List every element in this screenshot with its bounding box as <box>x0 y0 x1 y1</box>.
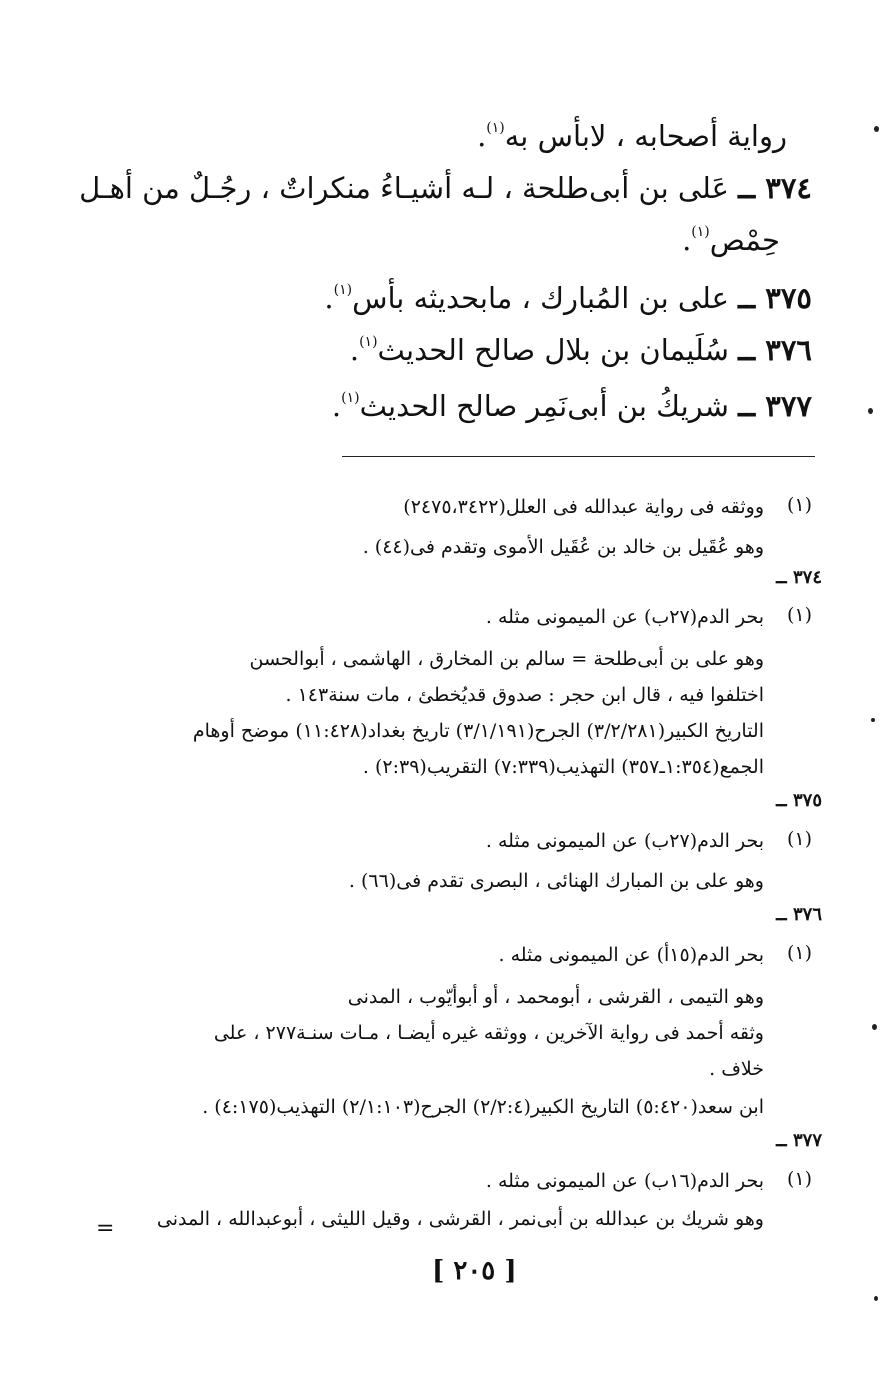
scan-speck <box>872 1024 877 1030</box>
footnote-line: وهو على بن أبى‌طلحة = سالم بن المخارق ، الهاشمى ، أبوالحسن <box>249 648 764 670</box>
scan-speck <box>874 126 879 132</box>
continuation-mark: = <box>96 1216 115 1241</box>
footnote-line: بحر الدم(٢٧ب) عن الميمونى مثله . <box>485 606 764 628</box>
footnote-line: بحر الدم(١٥أ) عن الميمونى مثله . <box>498 944 764 966</box>
footnote-line: الجمع(١:٣٥٤ـ٣٥٧) التهذيب(٧:٣٣٩) التقريب(٢:٣٩) . <box>362 756 764 778</box>
footnote-marker: (١) <box>786 604 812 626</box>
entry-continuation: رواية أصحابه ، لابأس به$^{(١)}$. <box>477 119 787 153</box>
footnote-marker: (١) <box>786 942 812 964</box>
footnote-line: وهو التيمى ، القرشى ، أبومحمد ، أو أبوأيّوب ، المدنى <box>347 986 764 1008</box>
footnote-line: ووثقه فى رواية عبدالله فى العلل(٢٤٧٥،٣٤٢٢) <box>403 496 764 518</box>
main-text <box>79 0 812 460</box>
entry-number: ٣٧٤ ــ <box>738 171 812 205</box>
footnote-line: وثقه أحمد فى رواية الآخرين ، ووثقه غيره أيضـا ، مـات سنـة٢٧٧ ، على <box>213 1022 764 1044</box>
footnote-section-374: ٣٧٤ ــ <box>776 567 822 588</box>
entry-376: ٣٧٦ ــ سُلَيمان بن بلال صالح الحديث$^{(١)}$. <box>349 333 812 367</box>
footnote-marker: (١) <box>786 1168 812 1190</box>
footnote-line: وهو شريك بن عبدالله بن أبى‌نمر ، القرشى ، وقيل الليثى ، أبوعبدالله ، المدنى <box>156 1208 764 1230</box>
scan-speck <box>871 718 875 722</box>
footnote-section-377: ٣٧٧ ــ <box>776 1130 822 1151</box>
page-number: [ ٢٠٥ ] <box>432 1256 517 1286</box>
footnote-line: خلاف . <box>709 1058 764 1080</box>
footnote-line: وهو على بن المبارك الهنائى ، البصرى تقدم فى(٦٦) . <box>348 870 764 892</box>
footnote-marker: (١) <box>786 828 812 850</box>
footnote-section-376: ٣٧٦ ــ <box>776 904 822 925</box>
footnote-divider <box>342 456 815 457</box>
footnote-line: وهو عُقَيل بن خالد بن عُقَيل الأموى وتقدم فى(٤٤) . <box>362 536 764 558</box>
footnote-marker: (١) <box>786 494 812 516</box>
footnote-line: التاريخ الكبير(٣/٢/٢٨١) الجرح(٣/١/١٩١) تاريخ بغداد(١١:٤٢٨) موضح أوهام <box>192 720 764 742</box>
entry-377: ٣٧٧ ــ شريكُ بن أبى‌نَمِر صالح الحديث$^{(١)}$. <box>331 389 812 423</box>
entry-374: ٣٧٤ ــ عَلى بن أبى‌طلحة ، لـه أشيـاءُ منكراتٌ ، رجُـلٌ من أهـل <box>79 171 812 205</box>
entry-number: ٣٧٥ ــ <box>738 281 812 315</box>
entry-number: ٣٧٦ ــ <box>738 333 812 367</box>
footnote-section-375: ٣٧٥ ــ <box>776 790 822 811</box>
footnote-line: بحر الدم(١٦ب) عن الميمونى مثله . <box>485 1170 764 1192</box>
footnote-line: ابن سعد(٥:٤٢٠) التاريخ الكبير(٢/٢:٤) الجرح(٢/١:١٠٣) التهذيب(٤:١٧٥) . <box>202 1096 764 1118</box>
entry-374-cont: حِمْص$^{(١)}$. <box>682 223 780 257</box>
scan-speck <box>868 408 873 414</box>
scan-speck <box>874 1296 878 1301</box>
footnote-line: اختلفوا فيه ، قال ابن حجر : صدوق قديُخطئ ، مات سنة١٤٣ . <box>285 684 764 706</box>
entry-number: ٣٧٧ ــ <box>738 389 812 423</box>
entry-375: ٣٧٥ ــ على بن المُبارك ، مابحديثه بأس$^{(١)}$. <box>324 281 812 315</box>
footnote-line: بحر الدم(٢٧ب) عن الميمونى مثله . <box>485 830 764 852</box>
